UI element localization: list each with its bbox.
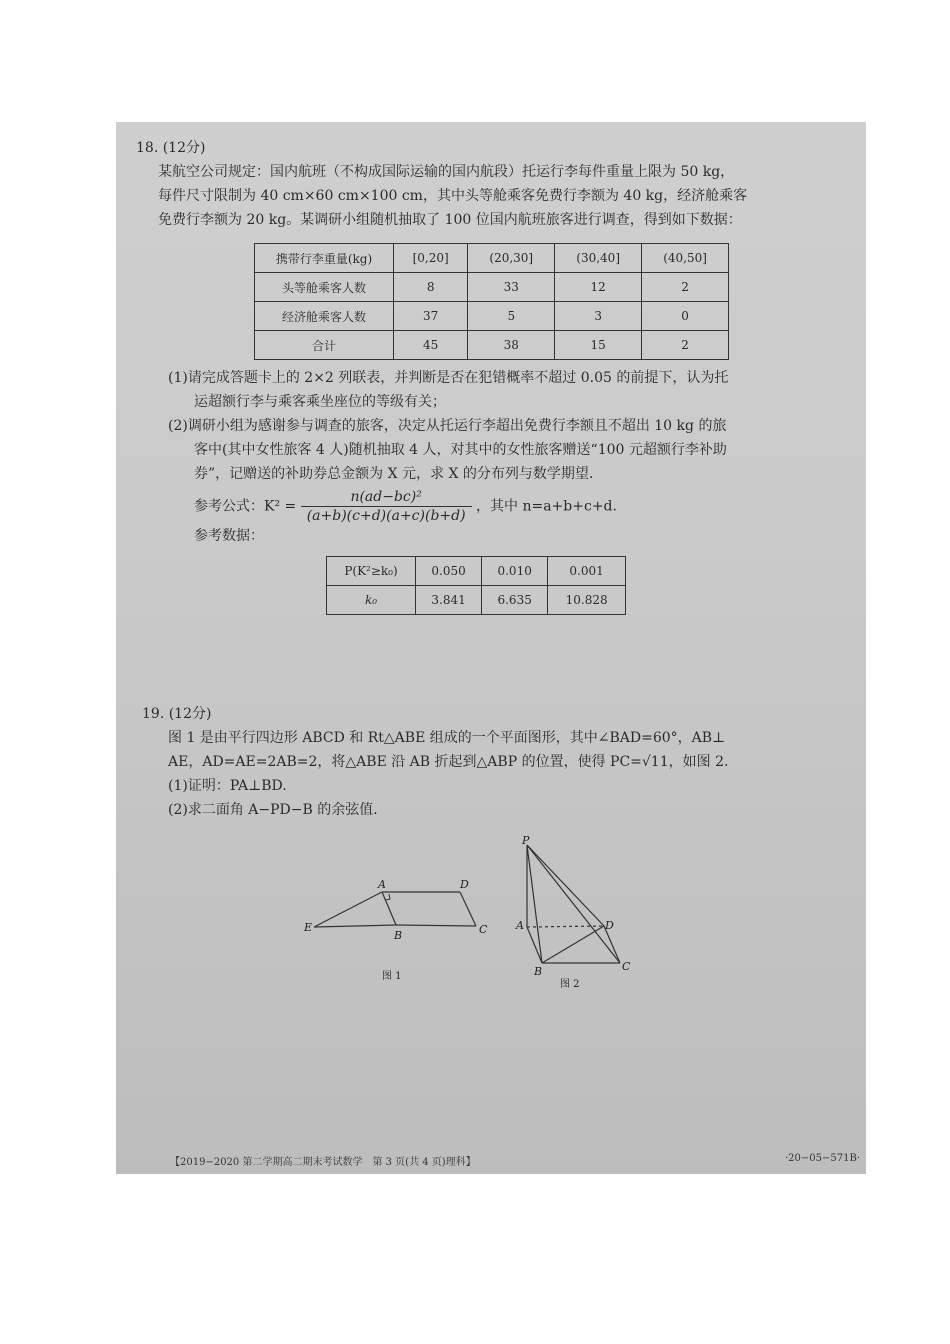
fig2-label-a: A xyxy=(516,919,524,932)
question-18-part-2-line-3: 券”，记赠送的补助券总金额为 X 元，求 X 的分布列与数学期望. xyxy=(194,466,594,482)
table-cell: 37 xyxy=(394,302,468,331)
question-18-line-2: 每件尺寸限制为 40 cm×60 cm×100 cm，其中头等舱乘客免费行李额为 40 kg，经济舱乘客 xyxy=(158,188,748,204)
fig1-label-a: A xyxy=(378,878,386,891)
table-cell: 合计 xyxy=(255,331,394,360)
question-19-part-2: (2)求二面角 A−PD−B 的余弦值. xyxy=(168,802,378,818)
reference-data-label: 参考数据： xyxy=(194,528,264,544)
table-cell: (40,50] xyxy=(642,244,729,273)
fig1-label-e: E xyxy=(304,921,313,934)
formula-prefix: 参考公式：K² = xyxy=(194,498,297,515)
fig2-label-b: B xyxy=(534,965,543,978)
question-18-part-1-line-1: (1)请完成答题卡上的 2×2 列联表，并判断是否在犯错概率不超过 0.05 的前提下，认为托 xyxy=(168,370,729,386)
table-cell: 0.050 xyxy=(416,557,482,586)
reference-formula xyxy=(194,488,794,525)
question-18-part-2-line-1: (2)调研小组为感谢参与调查的旅客，决定从托运行李超出免费行李额且不超出 10 kg 的旅 xyxy=(168,418,727,434)
table-cell: 经济舱乘客人数 xyxy=(255,302,394,331)
footer-code: ·20−05−571B· xyxy=(785,1153,860,1164)
fig1-label-b: B xyxy=(394,929,403,942)
fig1-label-d: D xyxy=(460,878,469,891)
fig2-label-c: C xyxy=(622,960,631,973)
question-19-line-2: AE，AD=AE=2AB=2，将△ABE 沿 AB 折起到△ABP 的位置，使得 PC=√11，如图 2. xyxy=(168,754,729,770)
table-cell: (30,40] xyxy=(555,244,642,273)
formula-denominator: (a+b)(c+d)(a+c)(b+d) xyxy=(306,508,466,524)
fig2-label-d: D xyxy=(605,919,614,932)
table-cell: P(K²≥k₀) xyxy=(327,557,416,586)
table-cell: 携带行李重量(kg) xyxy=(255,244,394,273)
table-cell: 3.841 xyxy=(416,586,482,615)
fig2-label-p: P xyxy=(522,835,530,847)
table-cell: 6.635 xyxy=(482,586,548,615)
figure-2 xyxy=(510,835,640,995)
question-19 xyxy=(142,702,832,822)
question-18-line-3: 免费行李额为 20 kg。某调研小组随机抽取了 100 位国内航班旅客进行调查，得到如下数据： xyxy=(158,212,742,228)
table-cell: 2 xyxy=(642,331,729,360)
formula-fraction xyxy=(301,488,472,525)
table-cell: (20,30] xyxy=(468,244,555,273)
question-19-number: 19. (12分) xyxy=(142,706,212,722)
reference-table xyxy=(326,556,626,615)
table-cell: 0.001 xyxy=(548,557,626,586)
table-row xyxy=(327,586,626,615)
question-18-part-2-line-2: 客中(其中女性旅客 4 人)随机抽取 4 人，对其中的女性旅客赠送“100 元超额行李补助 xyxy=(194,442,727,458)
table-cell: k₀ xyxy=(327,586,416,615)
table-cell: 15 xyxy=(555,331,642,360)
fig1-label-c: C xyxy=(479,923,488,936)
question-18-number: 18. (12分) xyxy=(136,140,206,156)
table-cell: 5 xyxy=(468,302,555,331)
table-row xyxy=(255,244,729,273)
question-18-line-1: 某航空公司规定：国内航班（不构成国际运输的国内航段）托运行李每件重量上限为 50 kg， xyxy=(158,164,735,180)
table-cell: 头等舱乘客人数 xyxy=(255,273,394,302)
table-row xyxy=(255,302,729,331)
table-row xyxy=(255,273,729,302)
footer-text: 【2019−2020 第二学期高二期末考试数学 第 3 页(共 4 页)理科】 xyxy=(170,1157,476,1168)
table-cell: 38 xyxy=(468,331,555,360)
question-19-line-1: 图 1 是由平行四边形 ABCD 和 Rt△ABE 组成的一个平面图形，其中∠BAD=60°，AB⊥ xyxy=(168,730,726,746)
page-footer xyxy=(170,1153,860,1168)
table-cell: 8 xyxy=(394,273,468,302)
question-19-part-1: (1)证明：PA⊥BD. xyxy=(168,778,287,794)
table-cell: [0,20] xyxy=(394,244,468,273)
table-cell: 2 xyxy=(642,273,729,302)
table-row xyxy=(255,331,729,360)
table-cell: 45 xyxy=(394,331,468,360)
formula-suffix: ，其中 n=a+b+c+d. xyxy=(476,498,617,515)
fig1-caption: 图 1 xyxy=(382,971,402,982)
question-18-parts xyxy=(168,366,828,486)
table-cell: 0.010 xyxy=(482,557,548,586)
table-cell: 12 xyxy=(555,273,642,302)
question-18-part-1-line-2: 运超额行李与乘客乘坐座位的等级有关； xyxy=(194,394,446,410)
table-row xyxy=(327,557,626,586)
table-cell: 33 xyxy=(468,273,555,302)
table-cell: 0 xyxy=(642,302,729,331)
formula-numerator: n(ad−bc)² xyxy=(301,488,472,507)
luggage-table xyxy=(254,243,729,360)
question-18 xyxy=(136,136,836,232)
fig2-caption: 图 2 xyxy=(560,979,580,990)
table-cell: 3 xyxy=(555,302,642,331)
figure-1 xyxy=(300,875,500,995)
table-cell: 10.828 xyxy=(548,586,626,615)
